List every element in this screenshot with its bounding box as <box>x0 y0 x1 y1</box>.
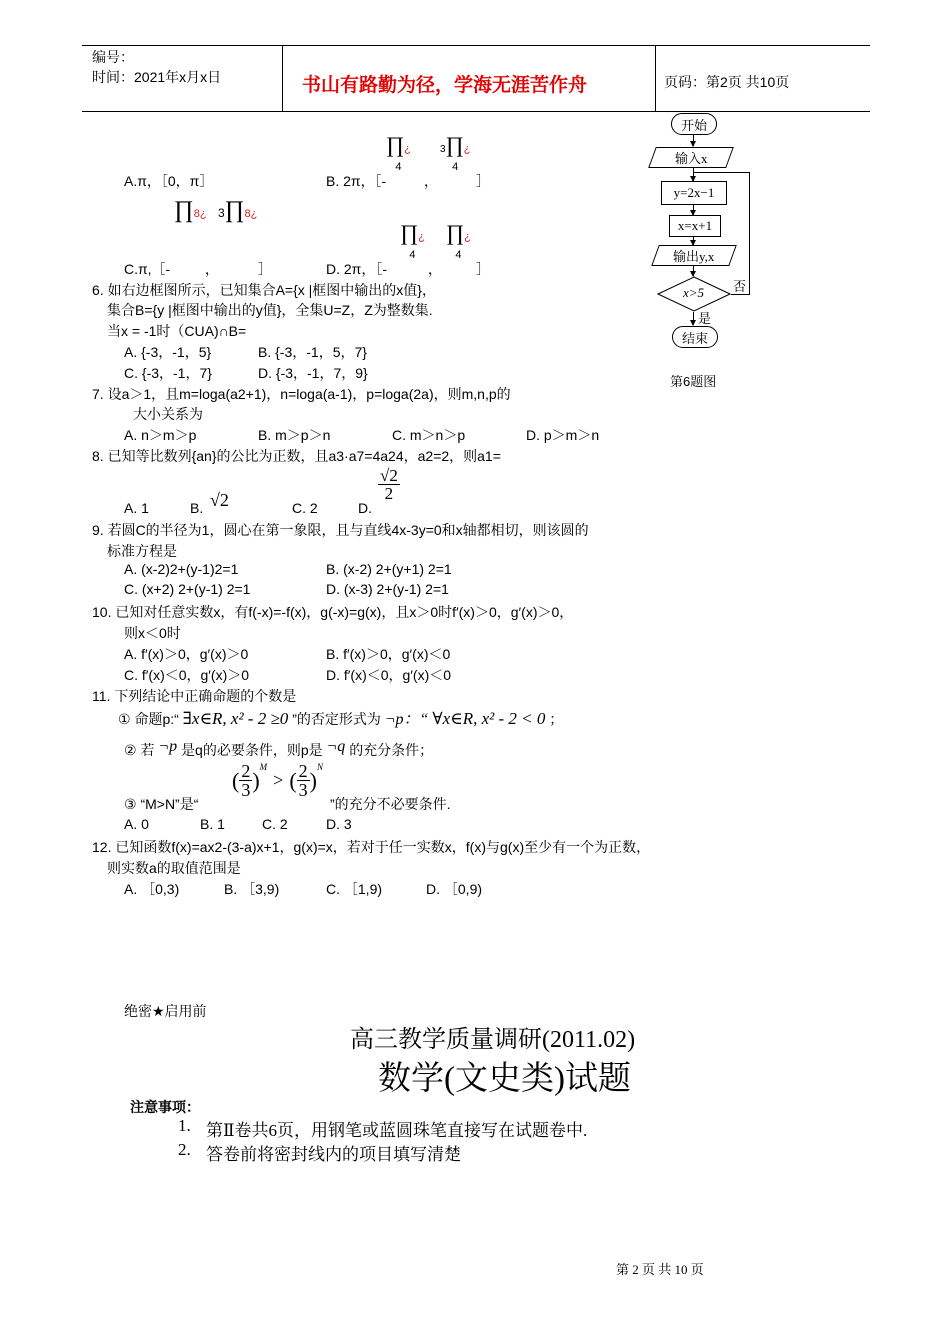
q5-option-b <box>326 171 386 191</box>
flowchart-assign-x <box>669 215 721 237</box>
q10-option-d: D. f′(x)＜0，g′(x)＜0 <box>326 667 452 683</box>
flow-arrow-6 <box>693 312 694 325</box>
q12-option-a: A. ［0,3) <box>124 881 180 897</box>
q5-d-comma: ， <box>428 261 442 277</box>
q7-option-a: A. n＞m＞p <box>124 427 197 443</box>
q5-c-red2: 8 <box>244 208 251 220</box>
header-number-label: 编号： <box>92 49 134 65</box>
q5-option-b-frac1 <box>386 134 411 173</box>
flowchart-assign-x-label: x=x+1 <box>677 218 713 233</box>
q11-frac2-den: 3 <box>298 780 308 800</box>
q11-exp-n: N <box>316 762 323 772</box>
q5-c-bracket: ］ <box>258 261 272 277</box>
q11-item3 <box>124 794 198 814</box>
q8-option-a: A. 1 <box>124 500 149 516</box>
q5-c-red2b: ¿ <box>250 208 258 220</box>
q8-d-num: √2 <box>380 466 398 485</box>
q7-option-d: D. p＞m＞n <box>526 427 600 443</box>
q11-frac2-num: 2 <box>298 761 308 781</box>
q5-d-den1: 4 <box>409 249 416 261</box>
q11-item3-math <box>232 762 323 799</box>
q5-option-d-frac2 <box>446 222 471 261</box>
q6-option-a: A. {-3，-1，5} <box>124 344 212 360</box>
q8-d-den: 2 <box>384 484 394 503</box>
q7-line1: 7. 设a＞1，且m=loga(a2+1)，n=loga(a-1)，p=loga(2a)，则m,n,p的 <box>92 386 511 402</box>
q12-option-c: C. ［1,9) <box>326 881 383 897</box>
q11-item1 <box>118 706 563 729</box>
q7-line2: 大小关系为 <box>133 406 203 422</box>
note-2: 答卷前将密封线内的项目填写清楚 <box>206 1145 461 1164</box>
q5-d-red1: ¿ <box>418 231 425 243</box>
header-divider-left <box>282 46 283 111</box>
flowchart-assign-y-label: y=2x−1 <box>673 185 715 200</box>
q9-option-c: C. (x+2) 2+(y-1) 2=1 <box>124 581 251 597</box>
q6-option-d: D. {-3，-1，7，9} <box>258 365 368 381</box>
q5-b-red1: ¿ <box>404 143 411 155</box>
q12-line1: 12. 已知函数f(x)=ax2-(3-a)x+1，g(x)=x，若对于任一实数x，f(x)与g(x)至少有一个为正数， <box>92 839 651 855</box>
header-page-label: 页码：第2页 共10页 <box>664 74 790 90</box>
flow-arrow-1 <box>693 134 694 146</box>
header-motto: 书山有路勤为径，学海无涯苦作舟 <box>302 75 588 96</box>
q11-gt: > <box>273 770 284 790</box>
q9-line2: 标准方程是 <box>107 543 177 559</box>
q5-b-glyph1: ∏ <box>386 132 405 157</box>
q11-item3-a: ③ “M>N”是“ <box>124 796 199 812</box>
q5-c-red1: 8 <box>193 208 200 220</box>
q11-paren-close1: ) <box>252 767 260 793</box>
flow-loop-up <box>749 172 750 295</box>
q11-item1-neg: ¬p：“ <box>384 711 429 728</box>
q5-b-three: 3 <box>440 144 446 155</box>
q5-b-den2: 4 <box>452 161 459 173</box>
q11-exp-m: M <box>259 762 268 772</box>
q5-b-den1: 4 <box>395 161 402 173</box>
header-top-rule <box>82 45 870 46</box>
q5-option-b-label: B. 2π，［- <box>326 173 387 189</box>
flowchart-no-label: 否 <box>733 279 747 294</box>
q8-option-c: C. 2 <box>292 500 318 516</box>
flowchart-yes-label: 是 <box>698 311 712 326</box>
q9-option-b: B. (x-2) 2+(y+1) 2=1 <box>326 561 452 577</box>
q5-d-glyph1: ∏ <box>400 220 419 245</box>
q11-item1-math2: ∀x∈R, x² - 2 < 0 <box>432 709 546 728</box>
q12-option-d: D. ［0,9) <box>426 881 483 897</box>
q5-c-comma: ， <box>205 261 219 277</box>
q5-c-three: 3 <box>218 206 225 220</box>
q11-line1: 11. 下列结论中正确命题的个数是 <box>92 688 297 704</box>
q11-item2-a: ② 若 <box>124 742 155 758</box>
q9-line1: 9. 若圆C的半径为1，圆心在第一象限，且与直线4x-3y=0和x轴都相切，则该圆的 <box>92 522 589 538</box>
q11-option-c: C. 2 <box>262 816 288 832</box>
q11-item1-c: ； <box>549 711 564 727</box>
q11-item2 <box>124 740 433 760</box>
header-bottom-rule <box>82 111 870 112</box>
q11-item1-a: ① 命题p:“ <box>118 711 179 727</box>
q6-line1: 6. 如右边框图所示，已知集合A={x |框图中输出的x值}， <box>92 282 436 298</box>
q8-option-d-frac <box>378 467 400 502</box>
q8-option-d: D. <box>358 500 372 516</box>
flow-arrow-4 <box>693 236 694 245</box>
q6-option-b: B. {-3，-1，5，7} <box>258 344 367 360</box>
q11-option-b: B. 1 <box>200 816 225 832</box>
header-time-label: 时间：2021年x月x日 <box>92 69 222 85</box>
q10-option-b: B. f′(x)＞0，g′(x)＜0 <box>326 646 451 662</box>
q5-option-c-frac2 <box>218 198 257 222</box>
flowchart-output <box>651 245 737 266</box>
q11-item3-b: ”的充分不必要条件. <box>330 796 451 812</box>
q5-b-bracket: ］ <box>476 173 490 189</box>
footer-page: 第 2 页 共 10 页 <box>616 1262 704 1277</box>
flowchart-end-label: 结束 <box>681 330 708 346</box>
q5-option-b-frac2 <box>440 134 470 173</box>
q11-frac1-num: 2 <box>241 761 251 781</box>
secret-label: 绝密★启用前 <box>124 1003 207 1019</box>
q10-option-a: A. f′(x)＞0，g′(x)＞0 <box>124 646 249 662</box>
q10-line1: 10. 已知对任意实数x，有f(-x)=-f(x)，g(-x)=g(x)，且x＞0时f′(x)＞0，g′(x)＞0， <box>92 604 574 620</box>
q11-frac1 <box>239 762 252 799</box>
header-divider-right <box>655 46 656 111</box>
q5-d-den2: 4 <box>455 249 462 261</box>
q5-c-glyph1: ∏ <box>174 197 194 223</box>
q12-option-b: B. ［3,9) <box>224 881 280 897</box>
q5-d-glyph2: ∏ <box>446 220 465 245</box>
q5-b-comma: ， <box>424 173 438 189</box>
q11-item2-c: 的充分条件； <box>349 742 434 758</box>
q11-item2-b: 是q的必要条件，则p是 <box>181 742 323 758</box>
q11-paren-open2: ( <box>289 767 297 793</box>
q11-item1-math: ∃x∈R, x² - 2 ≥0 <box>182 709 289 728</box>
q11-option-d: D. 3 <box>326 816 352 832</box>
flowchart-start-label: 开始 <box>680 117 707 133</box>
q10-option-c: C. f′(x)＜0，g′(x)＞0 <box>124 667 250 683</box>
notes-title: 注意事项： <box>130 1099 200 1115</box>
q7-option-b: B. m＞p＞n <box>258 427 331 443</box>
q6-line3: 当x = -1时（CUA)∩B= <box>107 323 247 339</box>
q5-b-glyph2: ∏ <box>445 132 464 157</box>
q5-option-c-frac1 <box>174 198 207 222</box>
flowchart-input-label: 输入x <box>674 151 708 166</box>
q11-item2-p: ¬p <box>158 738 178 755</box>
q10-line2: 则x＜0时 <box>124 625 181 641</box>
flow-arrow-2 <box>693 167 694 181</box>
q5-c-glyph2: ∏ <box>224 197 245 223</box>
note-1-num: 1. <box>178 1116 191 1135</box>
flow-arrow-3 <box>693 204 694 215</box>
q12-line2: 则实数a的取值范围是 <box>107 860 241 876</box>
q5-c-red1b: ¿ <box>199 208 207 220</box>
note-2-num: 2. <box>178 1140 191 1159</box>
flowchart-end <box>672 326 718 348</box>
q5-option-d-frac1 <box>400 222 425 261</box>
flowchart-assign-y <box>661 181 727 205</box>
q5-option-a: A.π，［0，π］ <box>124 173 214 189</box>
q9-option-a: A. (x-2)2+(y-1)2=1 <box>124 561 239 577</box>
q7-option-c: C. m＞n＞p <box>392 427 466 443</box>
q11-paren-close2: ) <box>309 767 317 793</box>
q5-d-bracket: ］ <box>476 261 490 277</box>
q5-option-c: C.π,［- <box>124 261 171 277</box>
flowchart-output-label: 输出y,x <box>673 249 715 264</box>
q11-item2-q: ¬q <box>326 738 346 755</box>
flowchart-caption: 第6题图 <box>670 374 717 389</box>
q8-option-b-sqrt: √2 <box>210 490 229 510</box>
q8-line1: 8. 已知等比数列{an}的公比为正数，且a3·a7=4a24，a2=2，则a1= <box>92 448 501 464</box>
q11-option-a: A. 0 <box>124 816 149 832</box>
exam-title-2: 数学(文史类)试题 <box>378 1061 631 1097</box>
flowchart-start <box>671 113 717 135</box>
q11-frac2 <box>297 762 310 799</box>
exam-title-1: 高三教学质量调研(2011.02) <box>350 1027 636 1053</box>
flowchart-input <box>648 147 734 168</box>
flow-loop-back <box>694 172 749 173</box>
q11-item1-b: ”的否定形式为 <box>292 711 381 727</box>
q6-line2: 集合B={y |框图中输出的y值}，全集U=Z，Z为整数集. <box>107 302 433 318</box>
q11-frac1-den: 3 <box>241 780 251 800</box>
q5-b-red2: ¿ <box>463 143 471 155</box>
flowchart-decision-label: x>5 <box>683 285 705 300</box>
q5-option-d: D. 2π，［- <box>326 261 387 277</box>
note-1: 第Ⅱ卷共6页，用钢笔或蓝圆珠笔直接写在试题卷中. <box>206 1121 588 1140</box>
q8-option-b: B. <box>190 500 204 516</box>
q5-d-red2: ¿ <box>464 231 471 243</box>
q6-option-c: C. {-3，-1，7} <box>124 365 212 381</box>
q9-option-d: D. (x-3) 2+(y-1) 2=1 <box>326 581 449 597</box>
flow-arrow-5 <box>693 265 694 276</box>
q11-paren-open1: ( <box>232 767 240 793</box>
